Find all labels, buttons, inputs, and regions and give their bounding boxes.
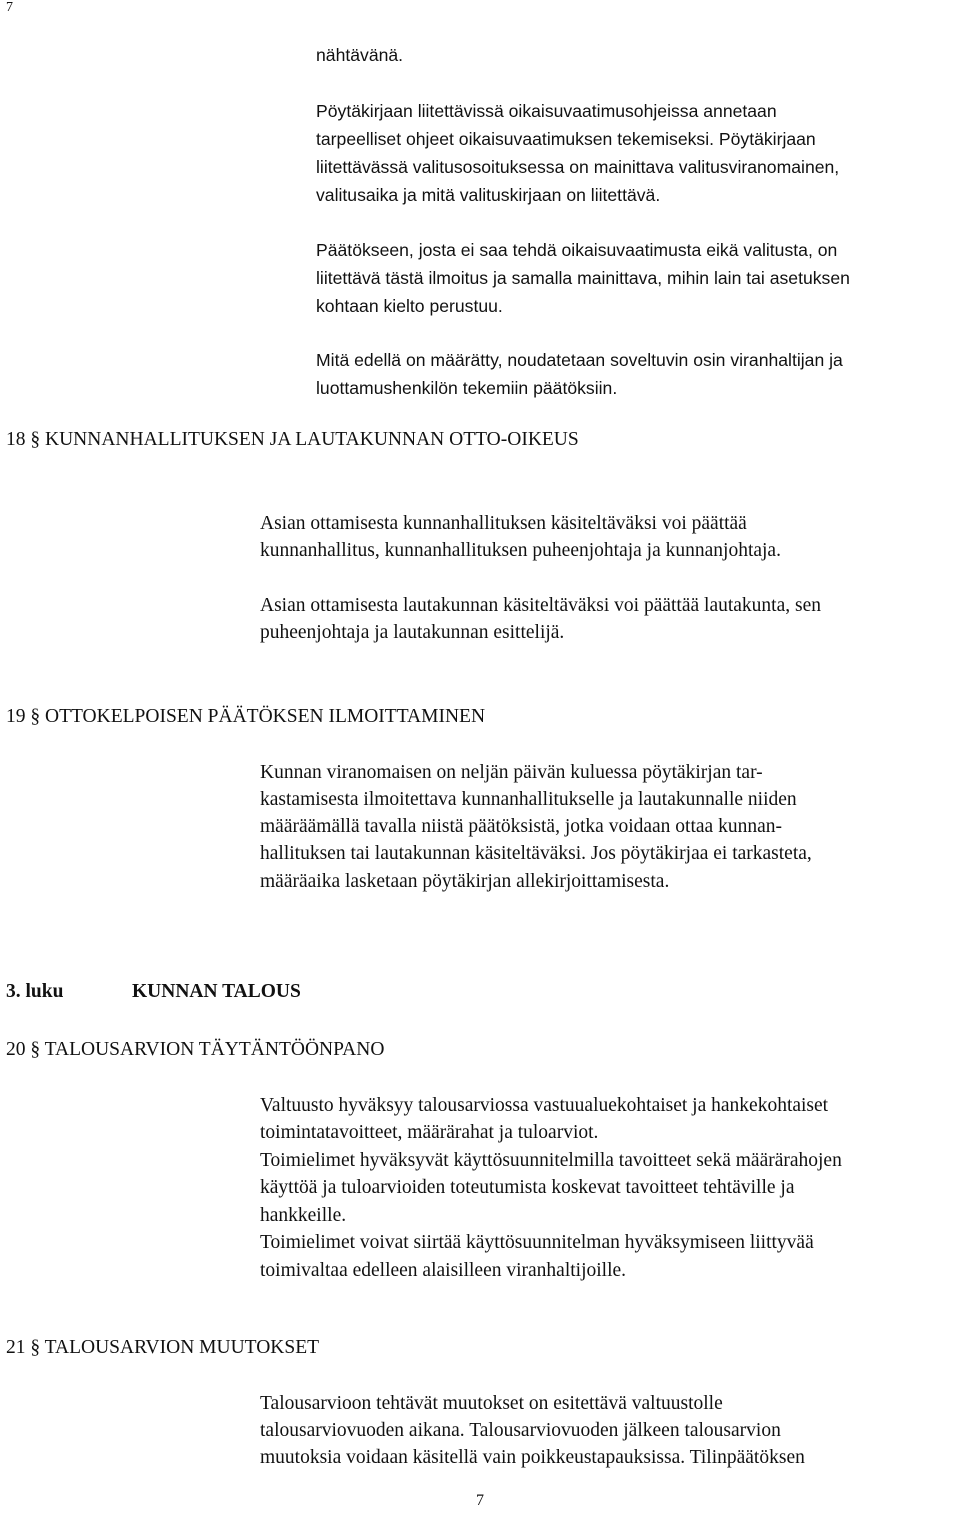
paragraph-line: hankkeille. xyxy=(260,1205,347,1226)
paragraph-line: kastamisesta ilmoitettava kunnanhallitukselle ja lautakunnalle niiden xyxy=(260,789,797,810)
paragraph-line: talousarviovuoden aikana. Talousarviovuoden jälkeen talousarvion xyxy=(260,1420,781,1441)
paragraph-line: Valtuusto hyväksyy talousarviossa vastuualuekohtaiset ja hankekohtaiset xyxy=(260,1095,829,1116)
paragraph-line: määräaika lasketaan pöytäkirjan allekirjoittamisesta. xyxy=(260,871,670,892)
paragraph-line: Toimielimet hyväksyvät käyttösuunnitelmilla tavoitteet sekä määrärahojen xyxy=(260,1150,842,1171)
section-heading-19 xyxy=(6,703,485,731)
paragraph-line: valitusaika ja mitä valituskirjaan on liitettävä. xyxy=(316,185,661,205)
section-heading-18 xyxy=(6,426,579,454)
paragraph-line: puheenjohtaja ja lautakunnan esittelijä. xyxy=(260,622,565,643)
paragraph-line: Mitä edellä on määrätty, noudatetaan soveltuvin osin viranhaltijan ja xyxy=(316,350,843,370)
section-title: KUNNANHALLITUKSEN JA LAUTAKUNNAN OTTO-OIKEUS xyxy=(45,429,579,450)
section-symbol: § xyxy=(30,706,41,727)
section-title: TALOUSARVION MUUTOKSET xyxy=(44,1337,320,1358)
paragraph-line: Päätökseen, josta ei saa tehdä oikaisuvaatimusta eikä valitusta, on xyxy=(316,240,838,260)
paragraph-line: Kunnan viranomaisen on neljän päivän kuluessa pöytäkirjan tar- xyxy=(260,762,763,783)
section-number: 20 xyxy=(6,1039,26,1060)
paragraph-line: toimintatavoitteet, määrärahat ja tuloarviot. xyxy=(260,1122,599,1143)
section-title: TALOUSARVION TÄYTÄNTÖÖNPANO xyxy=(44,1039,385,1060)
section-symbol: § xyxy=(30,1337,41,1358)
paragraph-line: kunnanhallitus, kunnanhallituksen puheenjohtaja ja kunnanjohtaja. xyxy=(260,540,781,561)
paragraph-line: toimivaltaa edelleen alaisilleen viranhaltijoille. xyxy=(260,1260,627,1281)
paragraph-line: liitettävässä valitusosoituksessa on mainittava valitusviranomainen, xyxy=(316,157,840,177)
page-number-bottom: 7 xyxy=(476,1492,484,1509)
paragraph-line: hallituksen tai lautakunnan käsiteltäväksi. Jos pöytäkirjaa ei tarkasteta, xyxy=(260,843,812,864)
paragraph-line: luottamushenkilön tekemiin päätöksiin. xyxy=(316,378,618,398)
section-heading-20 xyxy=(6,1036,384,1064)
page-number-top: 7 xyxy=(6,0,13,15)
chapter-label: 3. luku xyxy=(6,981,64,1002)
paragraph-line: määräämällä tavalla niistä päätöksistä, jotka voidaan ottaa kunnan- xyxy=(260,816,782,837)
paragraph-line: käyttöä ja tuloarvioiden toteutumista koskevat tavoitteet tehtäville ja xyxy=(260,1177,795,1198)
paragraph-line: nähtävänä. xyxy=(316,45,404,65)
paragraph-line: muutoksia voidaan käsitellä vain poikkeustapauksissa. Tilinpäätöksen xyxy=(260,1447,805,1468)
section-number: 18 xyxy=(6,429,26,450)
section-number: 19 xyxy=(6,706,26,727)
section-number: 21 xyxy=(6,1337,26,1358)
chapter-title: KUNNAN TALOUS xyxy=(132,981,301,1002)
paragraph-line: Asian ottamisesta kunnanhallituksen käsiteltäväksi voi päättää xyxy=(260,513,747,534)
section-symbol: § xyxy=(30,429,41,450)
section-title: OTTOKELPOISEN PÄÄTÖKSEN ILMOITTAMINEN xyxy=(45,706,486,727)
paragraph-line: Pöytäkirjaan liitettävissä oikaisuvaatimusohjeissa annetaan xyxy=(316,101,777,121)
section-heading-21 xyxy=(6,1334,319,1362)
paragraph-line: liitettävä tästä ilmoitus ja samalla mainittava, mihin lain tai asetuksen xyxy=(316,268,850,288)
paragraph-line: Toimielimet voivat siirtää käyttösuunnitelman hyväksymiseen liittyvää xyxy=(260,1232,814,1253)
paragraph-line: Talousarvioon tehtävät muutokset on esitettävä valtuustolle xyxy=(260,1393,723,1414)
section-symbol: § xyxy=(30,1039,41,1060)
paragraph-line: tarpeelliset ohjeet oikaisuvaatimuksen tekemiseksi. Pöytäkirjaan xyxy=(316,129,816,149)
paragraph-line: Asian ottamisesta lautakunnan käsiteltäväksi voi päättää lautakunta, sen xyxy=(260,595,821,616)
paragraph-line: kohtaan kielto perustuu. xyxy=(316,296,503,316)
